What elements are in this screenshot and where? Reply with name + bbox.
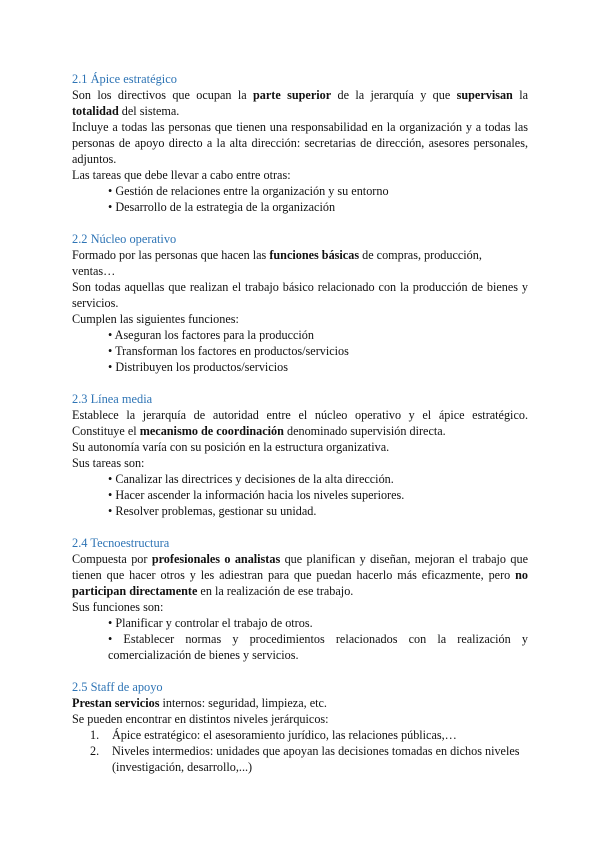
bold-text: parte superior [253, 88, 332, 102]
text-run: internos: seguridad, limpieza, etc. [159, 696, 327, 710]
item-text: Ápice estratégico: el asesoramiento jurídico, las relaciones públicas,… [112, 728, 457, 742]
text-run: del sistema. [118, 104, 180, 118]
paragraph [72, 551, 528, 599]
paragraph [72, 407, 528, 439]
list-item: • Planificar y controlar el trabajo de otros. [108, 616, 313, 630]
paragraph: Son todas aquellas que realizan el trabajo básico relacionado con la producción de bienes y servicios. [72, 280, 528, 310]
bold-text: supervisan [456, 88, 513, 102]
numbered-item [90, 727, 528, 743]
bullet-list [72, 183, 528, 215]
list-item: • Transforman los factores en productos/servicios [108, 344, 349, 358]
list-intro: Se pueden encontrar en distintos niveles jerárquicos: [72, 712, 329, 726]
text-run: la [512, 88, 529, 102]
section-staff-de-apoyo [72, 679, 528, 775]
item-number: 2. [90, 744, 100, 758]
list-intro: Las tareas que debe llevar a cabo entre otras: [72, 168, 291, 182]
list-item: • Establecer normas y procedimientos relacionados con la realización y comercialización de bienes y servicios. [108, 632, 528, 662]
paragraph [72, 695, 528, 711]
text-run: Establece la jerarquía de autoridad entre el núcleo operativo y el ápice estratégico. Constituye el [72, 408, 528, 438]
list-item: • Hacer ascender la información hacia los niveles superiores. [108, 488, 405, 502]
paragraph: Su autonomía varía con su posición en la estructura organizativa. [72, 440, 390, 454]
text-run: en la realización de ese trabajo. [197, 584, 354, 598]
section-linea-media [72, 391, 528, 519]
text-run: denominado supervisión directa. [283, 424, 446, 438]
bold-text: totalidad [72, 104, 119, 118]
section-tecnoestructura [72, 535, 528, 663]
list-intro: Sus funciones son: [72, 600, 164, 614]
list-item: • Resolver problemas, gestionar su unidad. [108, 504, 317, 518]
bullet-list [72, 615, 528, 663]
section-heading: 2.4 Tecnoestructura [72, 536, 170, 550]
item-text: Niveles intermedios: unidades que apoyan las decisiones tomadas en dichos niveles (investigación, desarrollo,...) [112, 744, 520, 774]
list-item: • Canalizar las directrices y decisiones de la alta dirección. [108, 472, 394, 486]
bullet-list [72, 327, 528, 375]
text-run: de la jerarquía y que [331, 88, 457, 102]
bullet-list [72, 471, 528, 519]
document-content [72, 71, 528, 791]
section-heading: 2.1 Ápice estratégico [72, 72, 177, 86]
bold-text: profesionales o analistas [151, 552, 281, 566]
list-item: • Gestión de relaciones entre la organización y su entorno [108, 184, 389, 198]
item-number: 1. [90, 728, 100, 742]
list-item: • Desarrollo de la estrategia de la organización [108, 200, 336, 214]
list-item: • Aseguran los factores para la producción [108, 328, 314, 342]
bold-text: funciones básicas [269, 248, 360, 262]
list-item: • Distribuyen los productos/servicios [108, 360, 288, 374]
list-intro: Sus tareas son: [72, 456, 145, 470]
section-heading: 2.5 Staff de apoyo [72, 680, 163, 694]
text-run: Compuesta por [72, 552, 152, 566]
section-apice-estrategico [72, 71, 528, 215]
numbered-item [90, 743, 528, 775]
text-run: que planifican y diseñan, mejoran el trabajo que tienen que hacer otros y les adiestran para que puedan hacerlo más eficazmente, pero [72, 552, 528, 582]
text-run: Son los directivos que ocupan la [72, 88, 254, 102]
list-intro: Cumplen las siguientes funciones: [72, 312, 239, 326]
text-run: de compras, producción, ventas… [72, 248, 482, 278]
paragraph [72, 87, 528, 119]
bold-text: no participan directamente [72, 568, 528, 598]
bold-text: mecanismo de coordinación [139, 424, 284, 438]
numbered-list [72, 727, 528, 775]
section-heading: 2.3 Línea media [72, 392, 153, 406]
text-run: Formado por las personas que hacen las [72, 248, 270, 262]
paragraph: Incluye a todas las personas que tienen una responsabilidad en la organización y a todas las personas de apoyo directo a la alta dirección: secretarias de dirección, asesores personales, adjuntos. [72, 120, 528, 166]
section-heading: 2.2 Núcleo operativo [72, 232, 177, 246]
paragraph [72, 247, 528, 279]
section-nucleo-operativo [72, 231, 528, 375]
bold-text: Prestan servicios [72, 696, 160, 710]
